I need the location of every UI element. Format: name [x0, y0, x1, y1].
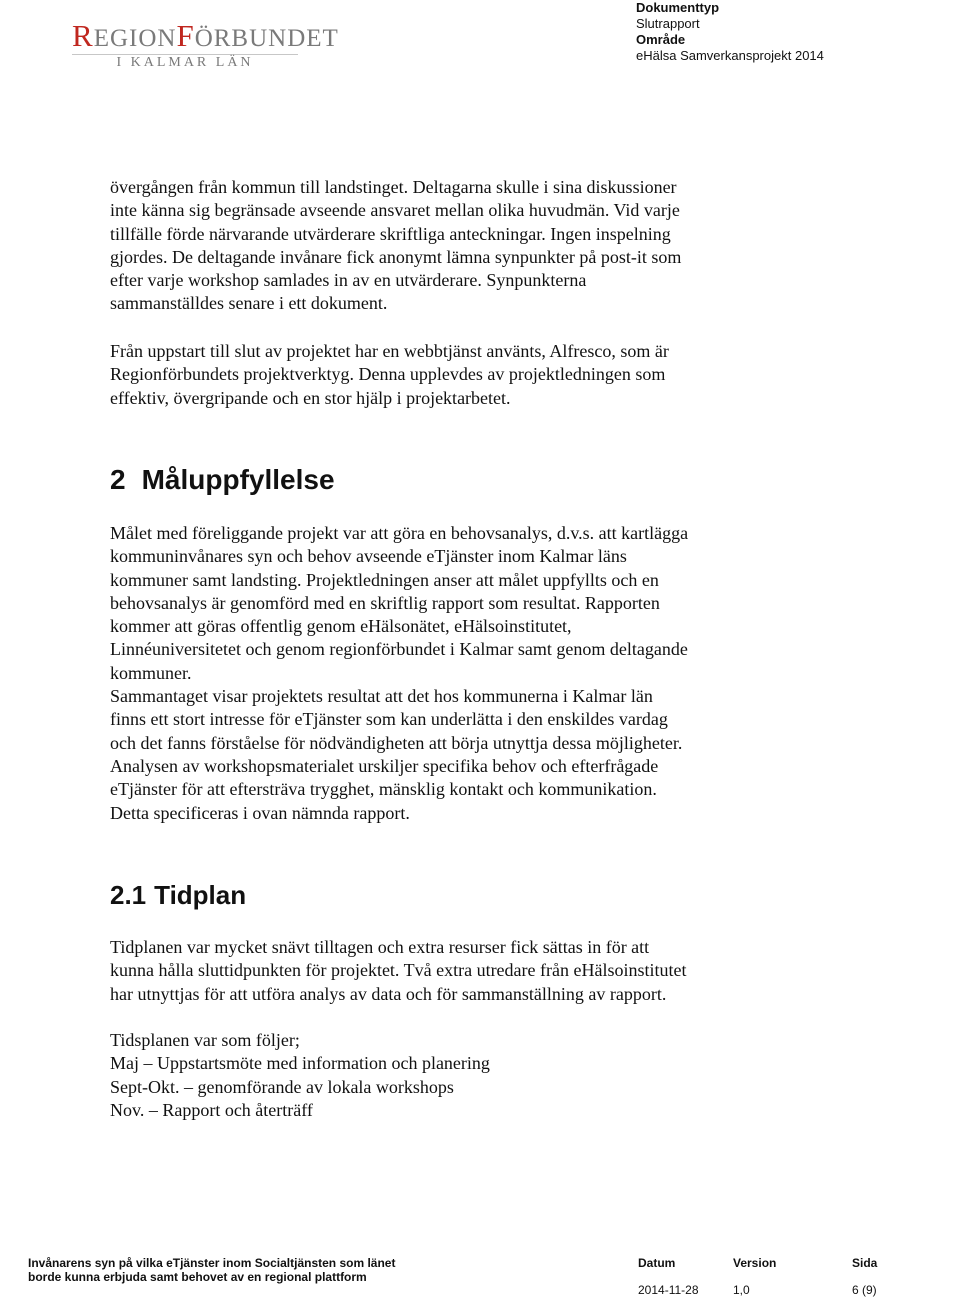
schedule-line: Sept-Okt. – genomförande av lokala workshops	[110, 1076, 454, 1097]
text-line: Detta specificeras i ovan nämnda rapport.	[110, 802, 410, 823]
page-footer	[28, 1256, 938, 1296]
text-line: gjordes. De deltagande invånare fick anonymt lämna synpunkter på post-it som	[110, 246, 682, 267]
area-label: Område	[636, 32, 686, 47]
text-line: effektiv, övergripande och en stor hjälp i projektarbetet.	[110, 387, 511, 408]
text-line: kommuner.	[110, 662, 192, 683]
text-line: inte känna sig begränsade avseende ansvaret mellan olika huvudmän. Vid varje	[110, 200, 680, 221]
text-line: Tidplanen var mycket snävt tilltagen och extra resurser fick sättas in för att	[110, 937, 650, 957]
text-line: övergången från kommun till landstinget. Deltagarna skulle i sina diskussioner	[110, 177, 677, 197]
document-metadata	[636, 0, 936, 64]
text-line: Regionförbundets projektverktyg. Denna upplevdes av projektledningen som	[110, 364, 666, 385]
text-line: kommer att göras offentlig genom eHälsonätet, eHälsoinstitutet,	[110, 616, 572, 637]
text-line: behovsanalys är genomförd med en skriftlig rapport som resultat. Rapporten	[110, 592, 660, 613]
logo-wordmark: REGIONFÖRBUNDET	[72, 18, 339, 53]
doc-type-value: Slutrapport	[636, 16, 700, 31]
version-label: Version	[733, 1256, 777, 1270]
intro-paragraph	[110, 176, 900, 316]
text-line: Sammantaget visar projektets resultat att det hos kommunerna i Kalmar län	[110, 686, 653, 707]
page-value: 6 (9)	[852, 1283, 877, 1297]
page-label: Sida	[852, 1256, 878, 1270]
logo-subtitle: I KALMAR LÄN	[116, 55, 254, 70]
section-2-body	[110, 522, 900, 825]
section-2-1-body	[110, 936, 900, 1006]
schedule-line: Maj – Uppstartsmöte med information och planering	[110, 1053, 490, 1074]
text-line: Målet med föreliggande projekt var att göra en behovsanalys, d.v.s. att kartlägga	[110, 523, 689, 543]
section-2-1-heading: 2.1 Tidplan	[110, 880, 247, 910]
version-value: 1,0	[733, 1283, 750, 1297]
doc-type-label: Dokumenttyp	[636, 0, 720, 15]
text-line: sammanställdes senare i ett dokument.	[110, 293, 388, 314]
section-2-heading: 2 Måluppfyllelse	[110, 464, 335, 495]
text-line: Analysen av workshopsmaterialet urskiljer specifika behov och efterfrågade	[110, 755, 659, 776]
text-line: Linnéuniversitetet och genom regionförbundet i Kalmar samt genom deltagande	[110, 639, 688, 660]
text-line: eTjänster för att eftersträva trygghet, mänsklig kontakt och kommunikation.	[110, 779, 657, 800]
text-line: kunna hålla sluttidpunkten för projektet. Två extra utredare från eHälsoinstitutet	[110, 960, 687, 981]
text-line: kommuner samt landsting. Projektledningen anser att målet uppfyllts och en	[110, 569, 659, 590]
schedule-line: Nov. – Rapport och återträff	[110, 1099, 313, 1120]
text-line: och det fanns förståelse för nödvändigheten att börja utnyttja dessa möjligheter.	[110, 732, 683, 753]
date-label: Datum	[638, 1256, 676, 1270]
text-line: Från uppstart till slut av projektet har en webbtjänst använts, Alfresco, som är	[110, 341, 669, 361]
footer-document-title: Invånarens syn på vilka eTjänster inom Socialtjänsten som länet borde kunna erbjuda samt behovet av en regional plattform	[28, 1256, 396, 1284]
schedule-line: Tidsplanen var som följer;	[110, 1030, 300, 1050]
footer-page	[852, 1256, 877, 1297]
footer-date	[638, 1256, 699, 1297]
area-value: eHälsa Samverkansprojekt 2014	[636, 48, 824, 63]
text-line: tillfälle förde närvarande utvärderare skriftliga anteckningar. Ingen inspelning	[110, 223, 671, 244]
text-line: har utnyttjas för att utföra analys av data och för sammanställning av rapport.	[110, 983, 667, 1004]
text-line: efter varje workshop samlades in av en utvärderare. Synpunkterna	[110, 270, 587, 291]
text-line: finns ett stort intresse för eTjänster som kan underlätta i den enskildes vardag	[110, 709, 668, 730]
schedule-list	[110, 1029, 900, 1122]
text-line: kommuninvånares syn och behov avseende eTjänster inom Kalmar läns	[110, 546, 627, 567]
date-value: 2014-11-28	[638, 1283, 699, 1297]
alfresco-paragraph	[110, 340, 900, 410]
footer-version	[733, 1256, 776, 1297]
regionforbundet-logo	[72, 14, 339, 72]
